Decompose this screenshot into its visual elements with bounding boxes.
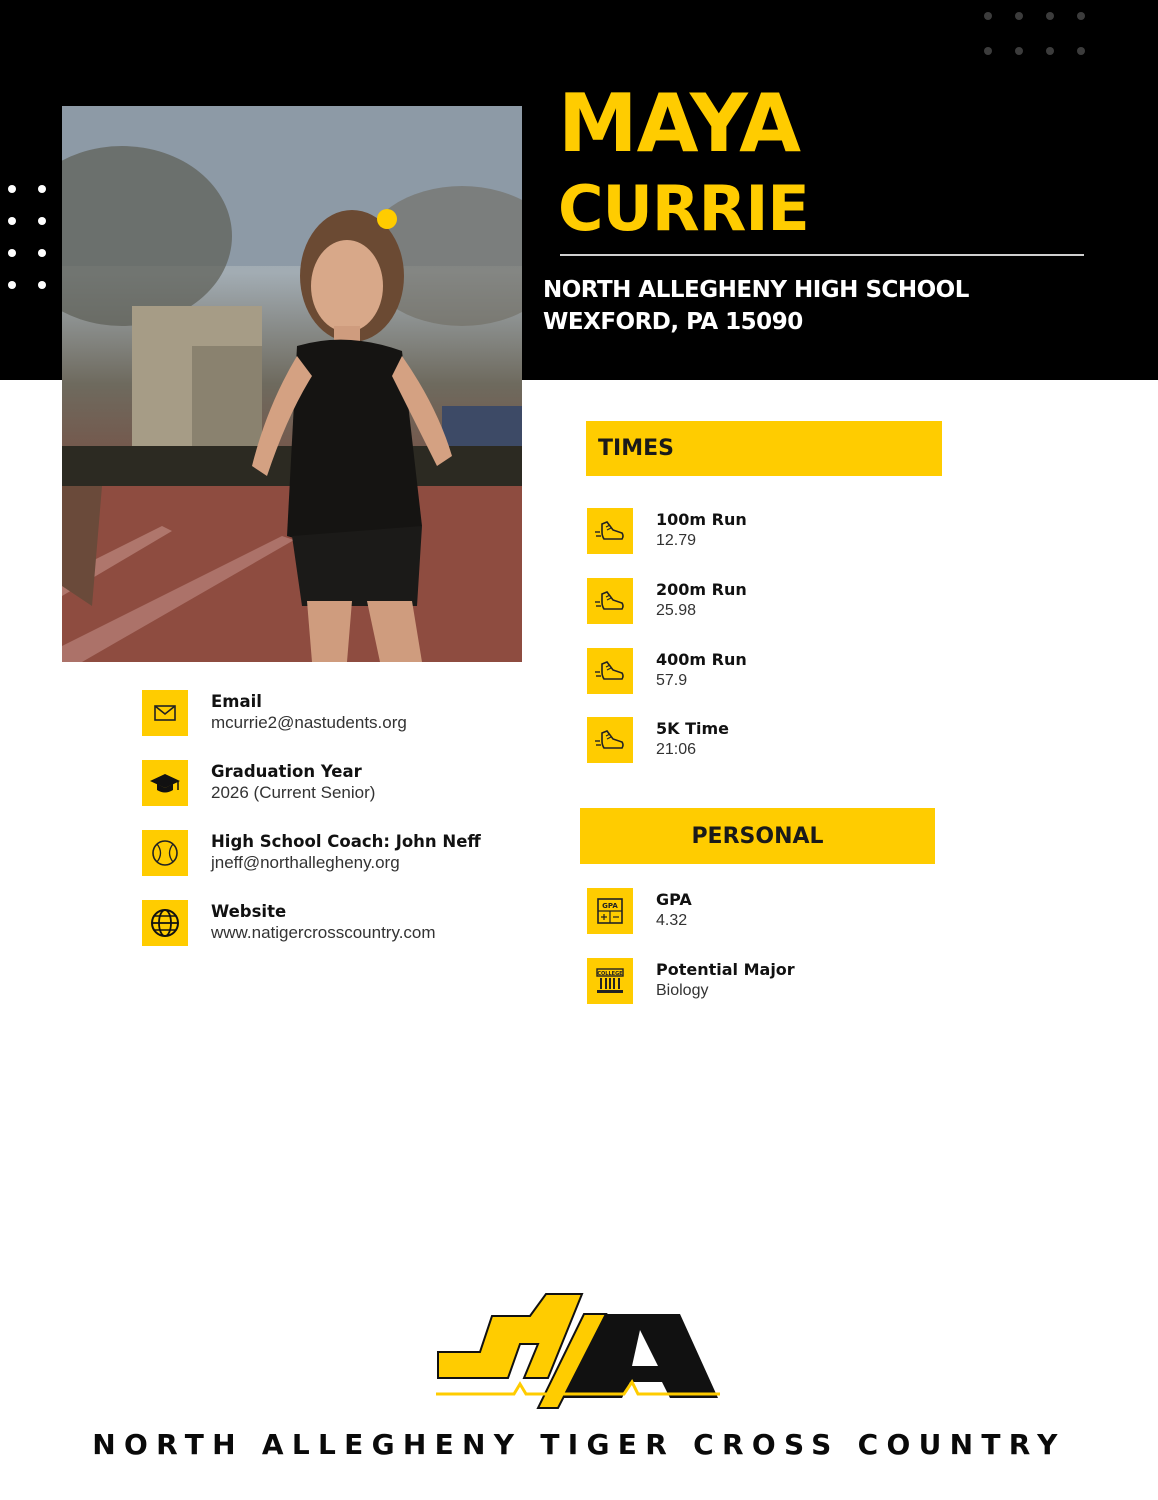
ball-icon [142,830,188,876]
time-value: 12.79 [656,532,697,549]
athlete-last-name: CURRIE [558,172,809,245]
school-name: NORTH ALLEGHENY HIGH SCHOOL [543,277,969,303]
na-logo [434,1290,722,1416]
contact-label: Graduation Year [211,762,362,781]
running-shoe-icon [587,648,633,694]
time-value: 57.9 [656,672,688,689]
gpa-icon-text: GPA [602,902,618,910]
school-location: WEXFORD, PA 15090 [543,309,803,335]
contact-item-graduation [142,760,375,806]
time-item [587,717,729,763]
personal-item-major [587,958,795,1004]
contact-item-email [142,690,407,736]
globe-icon [142,900,188,946]
personal-label: GPA [656,890,692,909]
time-label: 400m Run [656,650,747,669]
coach-email-link[interactable]: jneff@northallegheny.org [211,853,400,872]
graduation-cap-icon [142,760,188,806]
time-label: 5K Time [656,719,730,738]
contact-item-coach [142,830,481,876]
decorative-dots-left [8,185,50,289]
time-item [587,578,747,624]
footer-title: NORTH ALLEGHENY TIGER CROSS COUNTRY [92,1428,1066,1461]
time-item [587,508,747,554]
personal-value: 4.32 [656,912,688,929]
decorative-dots-right [984,12,1087,55]
email-link[interactable]: mcurrie2@nastudents.org [211,713,407,732]
school-info [543,274,969,338]
personal-value: Biology [656,982,709,999]
athlete-photo [62,106,522,662]
personal-label: Potential Major [656,960,795,979]
running-shoe-icon [587,717,633,763]
time-value: 21:06 [656,741,697,758]
time-label: 200m Run [656,580,747,599]
website-link[interactable]: www.natigercrosscountry.com [211,923,436,942]
running-shoe-icon [587,578,633,624]
contact-value: 2026 (Current Senior) [211,783,376,802]
personal-item-gpa [587,888,692,934]
time-label: 100m Run [656,510,747,529]
contact-label: High School Coach: John Neff [211,832,481,851]
times-heading: TIMES [586,421,942,476]
athlete-first-name: MAYA [558,77,801,170]
contact-label: Website [211,902,287,921]
time-item [587,648,747,694]
contact-item-website [142,900,436,946]
divider [560,254,1084,256]
gpa-calculator-icon [587,888,633,934]
contact-label: Email [211,692,262,711]
time-value: 25.98 [656,602,697,619]
college-icon-text: COLLEGE [597,971,623,977]
personal-heading: PERSONAL [580,808,935,864]
college-building-icon [587,958,633,1004]
envelope-icon [142,690,188,736]
running-shoe-icon [587,508,633,554]
